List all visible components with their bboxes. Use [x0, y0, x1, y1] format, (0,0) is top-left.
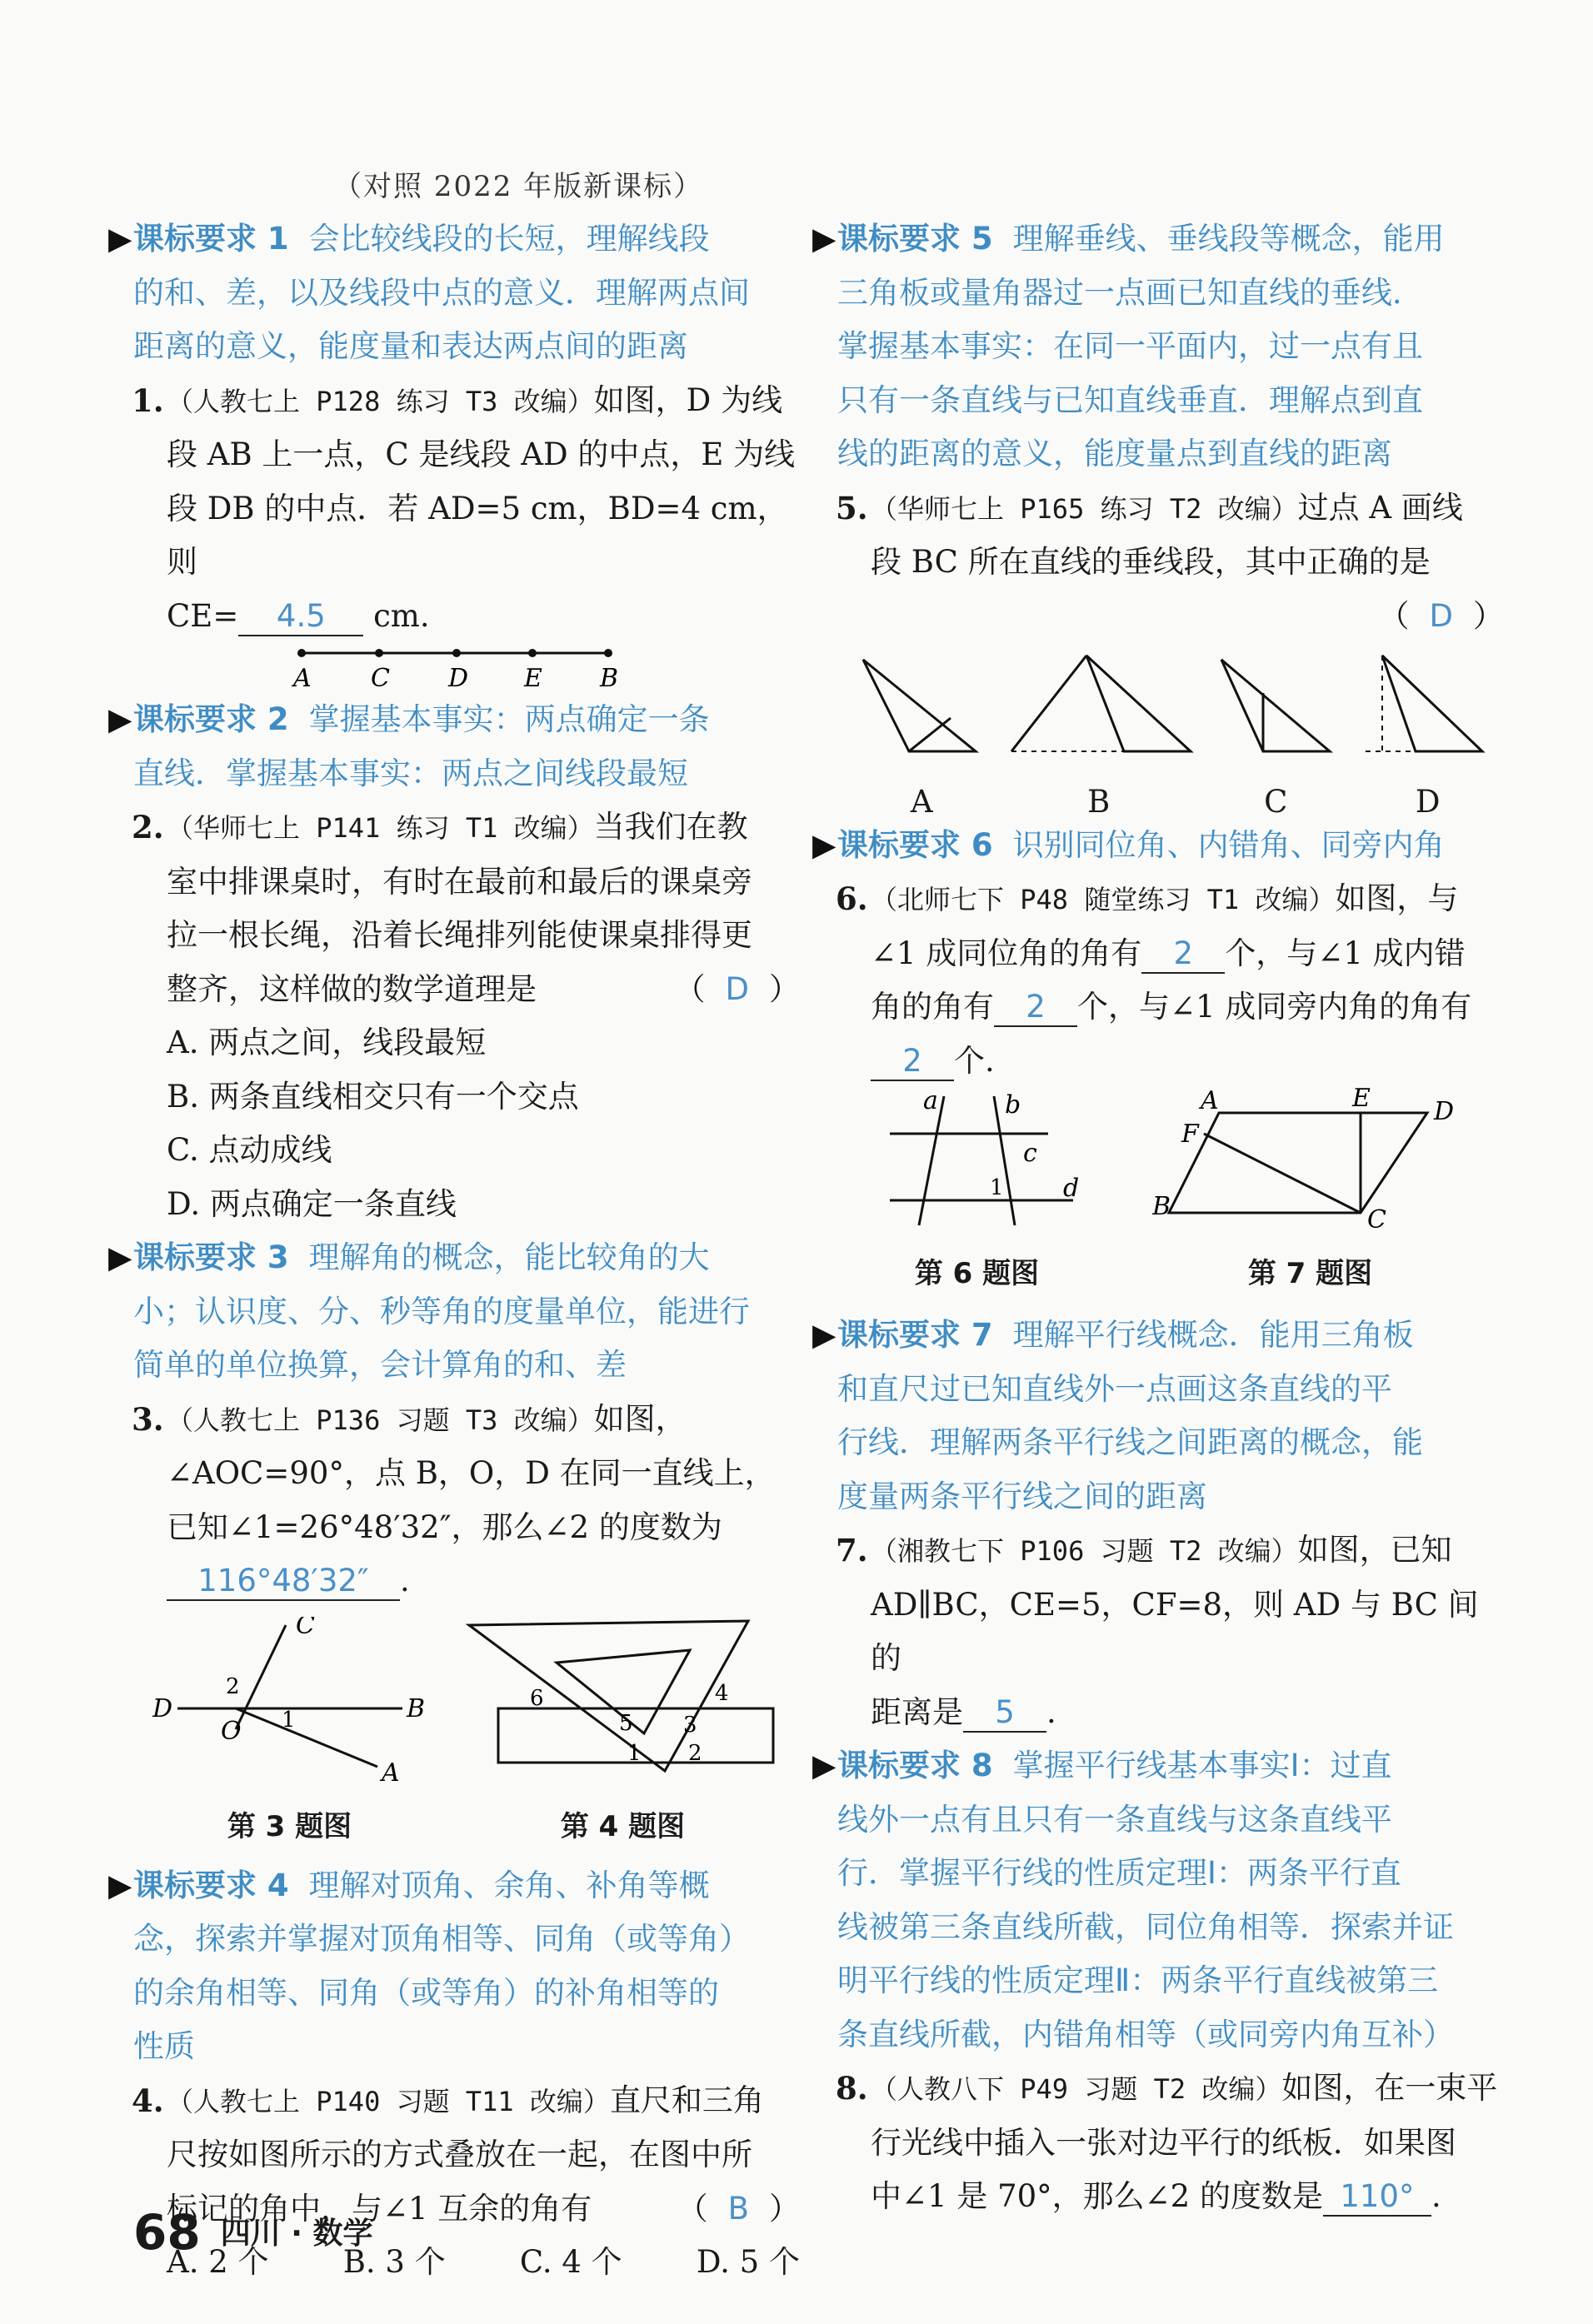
triangle-marker-icon: ▶ — [108, 1867, 132, 1903]
fig7-label: F — [1181, 1120, 1199, 1149]
answer-blank: 2 — [871, 1043, 954, 1081]
answer-choice: D — [1429, 597, 1453, 634]
answer-choice: B — [727, 2190, 749, 2227]
requirement-2: ▶ 课标要求 2 掌握基本事实：两点确定一条 直线．掌握基本事实：两点之间线段最短 — [133, 693, 800, 800]
fig4-label: 5 — [618, 1710, 633, 1736]
option-caption: D — [1415, 783, 1441, 820]
question-6: 6. （北师七下 P48 随堂练习 T1 改编）如图，与 ∠1 成同位角的角有 2 个，与∠1 成内错 角的角有 2 个，与∠1 成同旁内角的角有 2 个. — [837, 872, 1504, 1088]
answer-blank: 2 — [1141, 935, 1225, 974]
requirement-1: ▶ 课标要求 1 会比较线段的长短，理解线段 的和、差，以及线段中点的意义．理解两点间 距离的意义，能度量和表达两点间的距离 — [133, 212, 800, 374]
figures-6-7 — [837, 1088, 1504, 1300]
fig4-label: 1 — [627, 1740, 642, 1766]
answer-blank: 116°48′32″ — [167, 1563, 400, 1601]
fig6-label: d — [1062, 1174, 1079, 1203]
question-1: 1. （人教七上 P128 练习 T3 改编）如图，D 为线 段 AB 上一点，C 是线段 AD 的中点，E 为线 段 DB 的中点．若 AD=5 cm，BD=4 cm，则 CE= 4.5 cm. A C D E B — [132, 382, 796, 693]
figures-3-4 — [133, 1617, 800, 1854]
option-caption: C — [1264, 783, 1288, 820]
figure-3 — [152, 1617, 427, 1854]
question-8: 8. （人教八下 P49 习题 T2 改编）如图，在一束平 行光线中插入一张对边平行的纸板．如果图 中∠1 是 70°，那么∠2 的度数是 110° . — [837, 2062, 1504, 2224]
point-label: B — [600, 664, 619, 693]
triangle-marker-icon: ▶ — [108, 701, 132, 737]
fig6-label: a — [922, 1088, 938, 1115]
figure-7 — [1152, 1088, 1469, 1300]
left-column — [108, 212, 800, 2290]
fig4-label: 4 — [714, 1680, 729, 1706]
figure-4-caption: 第 4 题图 — [560, 1810, 686, 1843]
triangle-marker-icon: ▶ — [108, 1239, 132, 1275]
fig6-label: c — [1022, 1139, 1037, 1168]
fig3-label: 1 — [281, 1707, 296, 1733]
triangle-marker-icon: ▶ — [812, 826, 836, 863]
option-caption: A — [910, 783, 933, 820]
fig3-label: C — [295, 1616, 315, 1640]
segment-figure — [292, 643, 642, 693]
fig7-label: D — [1433, 1097, 1454, 1126]
requirement-4: ▶ 课标要求 4 理解对顶角、余角、补角等概 念，探索并掌握对顶角相等、同角（或等角） 的余角相等、同角（或等角）的补角相等的 性质 — [133, 1859, 800, 2074]
triangle-marker-icon: ▶ — [812, 1317, 836, 1353]
requirement-6: ▶ 课标要求 6 识别同位角、内错角、同旁内角 — [837, 819, 1504, 873]
fig4-label: 6 — [529, 1685, 544, 1711]
figure-7-caption: 第 7 题图 — [1247, 1256, 1373, 1290]
fig7-label: C — [1366, 1205, 1386, 1229]
point-label: D — [448, 664, 469, 693]
requirement-7: ▶ 课标要求 7 理解平行线概念．能用三角板 和直尺过已知直线外一点画这条直线的平 行线．理解两条平行线之间距离的概念，能 度量两条平行线之间的距离 — [837, 1309, 1504, 1524]
answer-choice: D — [725, 970, 749, 1007]
answer-blank: 110° — [1323, 2178, 1431, 2217]
question-5: 5. （华师七上 P165 练习 T2 改编）过点 A 画线 段 BC 所在直线的垂线段，其中正确的是 （ D ） — [836, 489, 1504, 634]
fig3-label: A — [381, 1758, 400, 1783]
fig7-label: B — [1151, 1192, 1171, 1221]
requirement-8: ▶ 课标要求 8 掌握平行线基本事实Ⅰ：过直 线外一点有且只有一条直线与这条直线平 行．掌握平行线的性质定理Ⅰ：两条平行直 线被第三条直线所截，同位角相等．探索并证 明平行线的性质定理Ⅱ：两条平行直线被第三 条直线所截，内错角相等（或同旁内角互补） — [837, 1739, 1504, 2062]
answer-blank: 4.5 — [238, 598, 363, 636]
question-2: 2. （华师七上 P141 练习 T1 改编）当我们在教 室中排课桌时，有时在最前和最后的课桌旁 拉一根长绳，沿着长绳排列能使课桌排得更 整齐，这样做的数学道理是 （ D ） A. 两点之间，线段最短 B. 两条直线相交只有一个交点 C. 点动成线 D. 两点确定一条直线 — [132, 809, 800, 1222]
option-a-figure — [851, 643, 992, 819]
fig6-label: 1 — [989, 1175, 1004, 1200]
question-3: 3. （人教七上 P136 习题 T3 改编）如图， ∠AOC=90°，点 B，O，D 在同一直线上， 已知∠1=26°48′32″，那么∠2 的度数为 116°48′32″ . — [133, 1393, 800, 1608]
fig3-label: O — [220, 1716, 242, 1746]
fig3-label: B — [406, 1693, 425, 1723]
fig3-label: D — [152, 1693, 172, 1723]
option-caption: B — [1087, 783, 1111, 820]
point-label: A — [293, 664, 312, 693]
figure-3-caption: 第 3 题图 — [227, 1810, 352, 1843]
point-label: C — [371, 664, 390, 693]
triangle-marker-icon: ▶ — [812, 1748, 836, 1783]
fig4-label: 3 — [682, 1712, 697, 1738]
triangle-marker-icon: ▶ — [812, 221, 836, 257]
option-b-figure — [1003, 643, 1195, 819]
page-footer — [133, 2204, 373, 2261]
requirement-3: ▶ 课标要求 3 理解角的概念，能比较角的大 小；认识度、分、秒等角的度量单位，能进行 简单的单位换算，会计算角的和、差 — [133, 1231, 800, 1393]
fig6-label: b — [1004, 1090, 1021, 1120]
page-header: （对照 2022 年版新课标） — [333, 170, 704, 203]
point-label: E — [524, 664, 542, 693]
option-d-figure — [1357, 643, 1499, 819]
question-7: 7. （湘教七下 P106 习题 T2 改编）如图，已知 AD∥BC，CE=5，CF=8，则 AD 与 BC 间的 距离是 5 . — [837, 1524, 1504, 1739]
figure-6-caption: 第 6 题图 — [914, 1256, 1040, 1290]
book-series: 四川 · 数学 — [220, 2217, 373, 2251]
page-number: 68 — [133, 2204, 201, 2261]
fig4-label: 2 — [687, 1740, 702, 1766]
figure-4 — [465, 1617, 782, 1854]
right-column — [812, 212, 1504, 2224]
triangle-marker-icon: ▶ — [108, 221, 132, 257]
answer-blank: 5 — [963, 1694, 1046, 1733]
fig3-label: 2 — [225, 1673, 240, 1699]
fig7-label: E — [1351, 1088, 1371, 1113]
requirement-5: ▶ 课标要求 5 理解垂线、垂线段等概念，能用 三角板或量角器过一点画已知直线的垂线． 掌握基本事实：在同一平面内，过一点有且 只有一条直线与已知直线垂直．理解点到直 线的距离的意义，能度量点到直线的距离 — [837, 212, 1504, 481]
fig7-label: A — [1200, 1088, 1219, 1115]
figure-6 — [873, 1088, 1081, 1300]
figure-5-options — [846, 643, 1504, 819]
option-c-figure — [1205, 643, 1346, 819]
question-4: 4. （人教七上 P140 习题 T11 改编）直尺和三角 尺按如图所示的方式叠放在一起，在图中所 标记的角中，与∠1 互余的角有 （ B ） A. 2 个 B. 3 个 C. 4 个 D. 5 个 — [132, 2082, 800, 2280]
answer-blank: 2 — [994, 989, 1077, 1027]
